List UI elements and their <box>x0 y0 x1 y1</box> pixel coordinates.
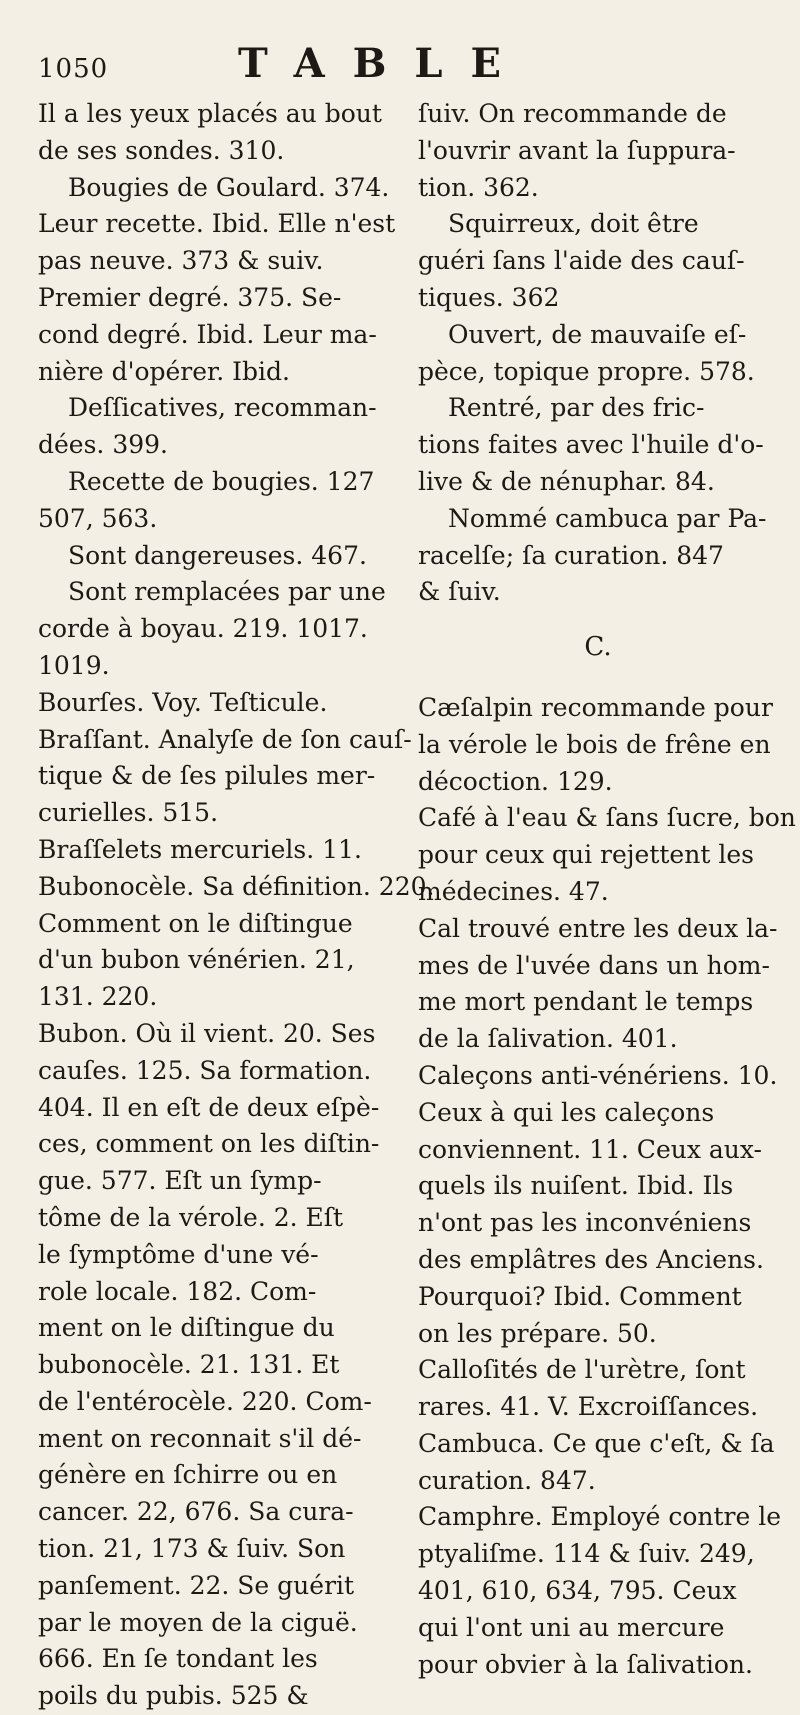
index-line: Cambuca. Ce que c'eſt, & ſa <box>418 1428 775 1458</box>
index-line: génère en ſchirre ou en <box>38 1460 338 1490</box>
index-line: tions faites avec l'huile d'o- <box>418 430 764 460</box>
index-line: Nommé cambuca par Pa- <box>448 503 767 533</box>
right-column <box>418 96 796 1683</box>
index-line: curation. 847. <box>418 1465 596 1495</box>
left-column <box>38 96 435 1715</box>
index-line: gue. 577. Eſt un ſymp- <box>38 1166 322 1196</box>
index-line: Cal trouvé entre les deux la- <box>418 913 778 943</box>
index-line: Leur recette. Ibid. Elle n'est <box>38 209 396 239</box>
index-line: pour ceux qui rejettent les <box>418 840 754 870</box>
right-column-top <box>418 96 778 611</box>
index-line: Ouvert, de mauvaiſe eſ- <box>448 319 747 349</box>
index-line: Recette de bougies. 127 <box>68 466 375 496</box>
index-line: Sont remplacées par une <box>68 577 386 607</box>
index-line: Deſſicatives, recomman- <box>68 393 377 423</box>
index-line: n'ont pas les inconvéniens <box>418 1208 752 1238</box>
index-line: ſuiv. On recommande de <box>418 99 727 128</box>
index-line: cauſes. 125. Sa formation. <box>38 1055 372 1085</box>
index-line: 507, 563. <box>38 503 158 533</box>
index-line: corde à boyau. 219. 1017. <box>38 614 368 644</box>
index-line: panſement. 22. Se guérit <box>38 1570 355 1600</box>
index-line: ment on reconnait s'il dé- <box>38 1423 362 1453</box>
index-line: racelſe; ſa curation. 847 <box>418 540 724 570</box>
index-line: la vérole le bois de frêne en <box>418 729 771 759</box>
index-line: Bubonocèle. Sa définition. 220. <box>38 871 435 901</box>
index-line: 1019. <box>38 650 110 680</box>
index-line: Squirreux, doit être <box>448 209 699 239</box>
index-line: curielles. 515. <box>38 798 219 828</box>
index-line: qui l'ont uni au mercure <box>418 1612 725 1642</box>
index-line: décoction. 129. <box>418 766 613 796</box>
index-line: Braſſant. Analyſe de ſon cauſ- <box>38 724 412 754</box>
running-title: TABLE <box>238 40 530 87</box>
index-line: Cæſalpin recommande pour <box>418 692 773 722</box>
index-line: tion. 21, 173 & ſuiv. Son <box>38 1534 346 1564</box>
index-line: Sont dangereuses. 467. <box>68 540 367 570</box>
index-line: conviennent. 11. Ceux aux- <box>418 1134 762 1164</box>
index-line: quels ils nuiſent. Ibid. Ils <box>418 1171 734 1201</box>
index-line: Camphre. Employé contre le <box>418 1502 782 1532</box>
index-line: Ceux à qui les caleçons <box>418 1097 715 1127</box>
index-line: médecines. 47. <box>418 876 609 906</box>
index-line: de ses sondes. 310. <box>38 135 285 165</box>
index-line: 131. 220. <box>38 982 158 1012</box>
index-line: pèce, topique propre. 578. <box>418 356 755 386</box>
index-line: 401, 610, 634, 795. Ceux <box>418 1576 737 1606</box>
index-line: ment on le diſtingue du <box>38 1313 335 1343</box>
index-line: Calloſités de l'urètre, ſont <box>418 1355 746 1385</box>
letter-heading: C. <box>584 632 612 663</box>
index-line: Caleçons anti-vénériens. 10. <box>418 1060 778 1090</box>
index-line: mes de l'uvée dans un hom- <box>418 950 770 980</box>
index-line: poils du pubis. 525 & <box>38 1681 309 1711</box>
index-line: guéri ſans l'aide des cauſ- <box>418 246 745 276</box>
index-line: Rentré, par des fric- <box>448 393 705 423</box>
index-line: ces, comment on les diſtin- <box>38 1129 380 1159</box>
index-line: Pourquoi? Ibid. Comment <box>418 1281 742 1311</box>
index-line: ptyaliſme. 114 & ſuiv. 249, <box>418 1539 755 1569</box>
index-line: cond degré. Ibid. Leur ma- <box>38 319 377 349</box>
index-line: pas neuve. 373 & suiv. <box>38 246 324 276</box>
index-line: de la ſalivation. 401. <box>418 1024 678 1054</box>
index-line: Braſſelets mercuriels. 11. <box>38 834 362 864</box>
index-line: rares. 41. V. Excroiſſances. <box>418 1392 759 1422</box>
index-line: Comment on le diſtingue <box>38 908 353 938</box>
index-line: nière d'opérer. Ibid. <box>38 356 290 386</box>
page-number: 1050 <box>38 54 109 84</box>
index-line: tion. 362. <box>418 172 539 202</box>
index-line: pour obvier à la ſalivation. <box>418 1649 753 1679</box>
index-line: de l'entérocèle. 220. Com- <box>38 1386 372 1416</box>
index-line: Bourſes. Voy. Teſticule. <box>38 687 328 717</box>
index-line: par le moyen de la ciguë. <box>38 1607 358 1637</box>
index-line: dées. 399. <box>38 430 168 460</box>
index-line: le ſymptôme d'une vé- <box>38 1239 319 1269</box>
right-column-bottom <box>418 690 796 1684</box>
index-line: & ſuiv. <box>418 577 501 607</box>
index-line: 666. En ſe tondant les <box>38 1644 318 1674</box>
index-line: l'ouvrir avant la ſuppura- <box>418 135 736 165</box>
index-line: tique & de ſes pilules mer- <box>38 761 376 791</box>
index-line: bubonocèle. 21. 131. Et <box>38 1350 340 1380</box>
index-line: Bubon. Où il vient. 20. Ses <box>38 1018 376 1048</box>
index-line: Bougies de Goulard. 374. <box>68 172 390 202</box>
index-line: tôme de la vérole. 2. Eſt <box>38 1202 344 1232</box>
page-header <box>38 40 762 90</box>
index-line: me mort pendant le temps <box>418 987 754 1017</box>
index-line: role locale. 182. Com- <box>38 1276 317 1306</box>
index-line: Premier degré. 375. Se- <box>38 282 342 312</box>
index-line: on les prépare. 50. <box>418 1318 657 1348</box>
index-line: d'un bubon vénérien. 21, <box>38 945 355 975</box>
index-line: tiques. 362 <box>418 282 560 312</box>
index-line: 404. Il en eſt de deux eſpè- <box>38 1092 380 1122</box>
index-line: cancer. 22, 676. Sa cura- <box>38 1497 354 1527</box>
index-line: des emplâtres des Anciens. <box>418 1244 764 1274</box>
index-line: Café à l'eau & ſans ſucre, bon <box>418 803 796 833</box>
index-line: Il a les yeux placés au bout <box>38 99 382 128</box>
index-line: live & de nénuphar. 84. <box>418 466 715 496</box>
